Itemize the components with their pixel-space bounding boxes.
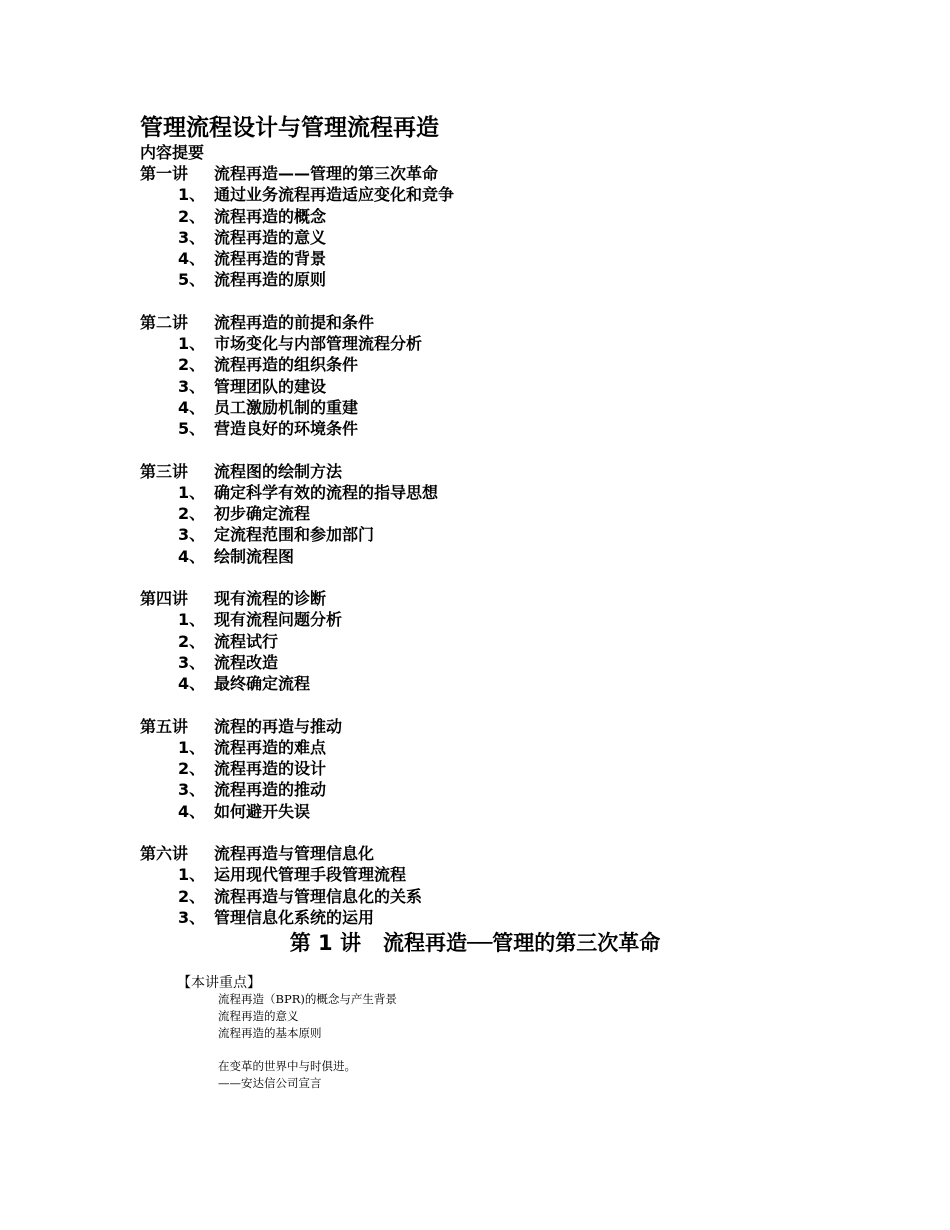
lecture-title: 流程再造与管理信息化 (214, 844, 375, 864)
lecture-title: 流程图的绘制方法 (214, 461, 343, 481)
item-text: 现有流程问题分析 (214, 610, 343, 630)
list-item (140, 886, 454, 907)
lecture-number: 第五讲 (140, 716, 189, 736)
item-text: 运用现代管理手段管理流程 (214, 865, 407, 885)
item-text: 流程再造的组织条件 (214, 355, 359, 375)
item-text: 确定科学有效的流程的指导思想 (214, 482, 439, 502)
item-number: 3、 (178, 376, 206, 396)
item-text: 流程再造的设计 (214, 759, 327, 779)
item-text: 管理信息化系统的运用 (214, 907, 375, 927)
lecture-header (140, 843, 454, 864)
list-item (140, 482, 454, 503)
list-item (140, 503, 454, 524)
lecture-1-title: 流程再造──管理的第三次革命 (382, 931, 661, 955)
list-item (140, 801, 454, 822)
list-item (140, 524, 454, 545)
item-number: 4、 (178, 674, 206, 694)
list-item (140, 354, 454, 375)
item-text: 如何避开失误 (214, 801, 311, 821)
list-item (140, 546, 454, 567)
list-item (140, 779, 454, 800)
item-text: 营造良好的环境条件 (214, 419, 359, 439)
item-text: 流程再造的概念 (214, 206, 327, 226)
item-text: 定流程范围和参加部门 (214, 525, 375, 545)
item-number: 1、 (178, 610, 206, 630)
list-item (140, 907, 454, 928)
item-text: 初步确定流程 (214, 504, 311, 524)
item-text: 流程再造的原则 (214, 270, 327, 290)
lecture-number: 第四讲 (140, 589, 189, 609)
quote-source: ——安达信公司宣言 (218, 1076, 322, 1090)
item-number: 5、 (178, 270, 206, 290)
item-number: 4、 (178, 249, 206, 269)
lecture-section (140, 163, 454, 291)
lecture-1-heading (0, 928, 950, 958)
lecture-section (140, 461, 454, 567)
list-item (140, 652, 454, 673)
item-number: 2、 (178, 886, 206, 906)
item-number: 3、 (178, 227, 206, 247)
list-item (140, 206, 454, 227)
item-text: 通过业务流程再造适应变化和竞争 (214, 185, 455, 205)
key-points-list (218, 991, 397, 1042)
key-point: 流程再造的意义 (218, 1009, 299, 1023)
item-number: 1、 (178, 865, 206, 885)
item-text: 流程再造的背景 (214, 249, 327, 269)
item-number: 1、 (178, 334, 206, 354)
lecture-number: 第三讲 (140, 461, 189, 481)
item-number: 1、 (178, 737, 206, 757)
lecture-number: 第一讲 (140, 164, 189, 183)
item-number: 4、 (178, 546, 206, 566)
lecture-header (140, 163, 454, 184)
lecture-title: 流程再造——管理的第三次革命 (214, 164, 439, 183)
list-item (140, 737, 454, 758)
item-text: 最终确定流程 (214, 674, 311, 694)
lecture-header (140, 461, 454, 482)
item-number: 1、 (178, 185, 206, 205)
summary-label: 内容提要 (140, 143, 205, 162)
item-text: 管理团队的建设 (214, 376, 327, 396)
item-number: 1、 (178, 482, 206, 502)
list-item (140, 333, 454, 354)
item-number: 4、 (178, 397, 206, 417)
item-number: 2、 (178, 206, 206, 226)
key-point: 流程再造（BPR)的概念与产生背景 (218, 992, 397, 1006)
item-number: 3、 (178, 907, 206, 927)
item-number: 3、 (178, 652, 206, 672)
item-number: 3、 (178, 525, 206, 545)
item-text: 流程再造的推动 (214, 780, 327, 800)
lecture-number: 第六讲 (140, 844, 189, 864)
item-number: 5、 (178, 419, 206, 439)
item-number: 2、 (178, 759, 206, 779)
item-number: 4、 (178, 801, 206, 821)
item-number: 3、 (178, 780, 206, 800)
lecture-title: 现有流程的诊断 (214, 589, 327, 609)
list-item (140, 418, 454, 439)
list-item (140, 248, 454, 269)
item-text: 市场变化与内部管理流程分析 (214, 334, 423, 354)
item-number: 2、 (178, 355, 206, 375)
lecture-section (140, 716, 454, 822)
list-item (140, 269, 454, 290)
list-item (140, 758, 454, 779)
item-text: 流程改造 (214, 652, 279, 672)
list-item (140, 184, 454, 205)
key-points-label: 【本讲重点】 (177, 975, 261, 991)
list-item (140, 631, 454, 652)
lecture-number: 第二讲 (140, 312, 189, 332)
lecture-header (140, 716, 454, 737)
item-text: 员工激励机制的重建 (214, 397, 359, 417)
quote-text: 在变革的世界中与时俱进。 (218, 1059, 356, 1073)
lecture-title: 流程的再造与推动 (214, 716, 343, 736)
list-item (140, 227, 454, 248)
lecture-section (140, 843, 454, 928)
list-item (140, 376, 454, 397)
list-item (140, 864, 454, 885)
lecture-1-number: 第 1 讲 (289, 931, 361, 955)
list-item (140, 609, 454, 630)
item-text: 流程试行 (214, 631, 279, 651)
item-number: 2、 (178, 504, 206, 524)
list-item (140, 397, 454, 418)
lecture-title: 流程再造的前提和条件 (214, 312, 375, 332)
key-point: 流程再造的基本原则 (218, 1026, 322, 1040)
item-text: 流程再造与管理信息化的关系 (214, 886, 423, 906)
document-title: 管理流程设计与管理流程再造 (140, 115, 439, 141)
lecture-header (140, 312, 454, 333)
list-item (140, 673, 454, 694)
lecture-header (140, 588, 454, 609)
quote-block (218, 1058, 356, 1092)
item-text: 流程再造的难点 (214, 737, 327, 757)
item-number: 2、 (178, 631, 206, 651)
item-text: 流程再造的意义 (214, 227, 327, 247)
item-text: 绘制流程图 (214, 546, 295, 566)
lecture-section (140, 312, 454, 440)
table-of-contents (140, 163, 454, 949)
lecture-section (140, 588, 454, 694)
